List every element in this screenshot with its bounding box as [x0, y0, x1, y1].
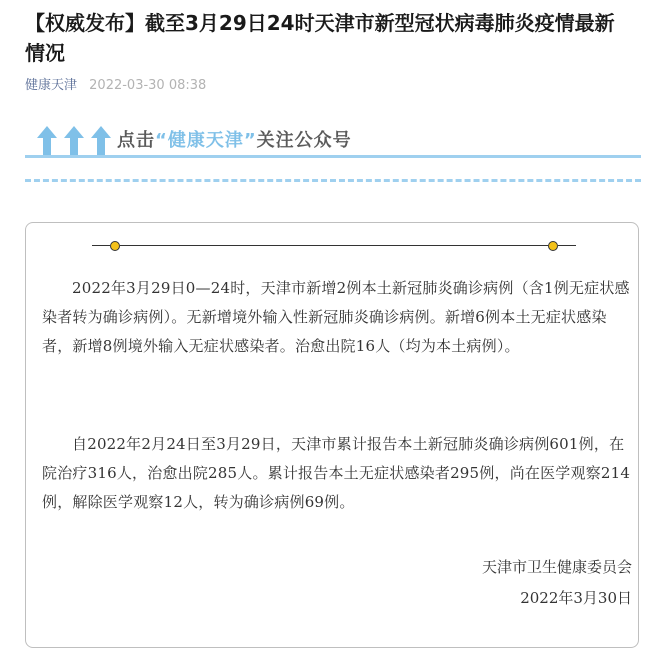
deco-line-right [558, 245, 576, 246]
deco-line-left [92, 245, 110, 246]
paragraph-daily-report: 2022年3月29日0—24时，天津市新增2例本土新冠肺炎确诊病例（含1例无症状感染者转为确诊病例）。无新增境外输入性新冠肺炎确诊病例。新增6例本土无症状感染者，新增8例境外输入无症状感染者。治愈出院16人（均为本土病例）。 [42, 279, 630, 355]
deco-line-middle [120, 245, 548, 246]
arrow-group [37, 126, 117, 156]
up-arrow-icon [91, 126, 111, 156]
follow-account-highlight: “健康天津” [155, 130, 257, 151]
follow-prefix: 点击 [117, 130, 155, 151]
up-arrow-icon [37, 126, 57, 156]
decorative-header-line [92, 241, 576, 251]
signature-date: 2022年3月30日 [520, 589, 632, 607]
follow-prompt [117, 128, 352, 154]
signature-organization: 天津市卫生健康委员会 [481, 558, 632, 576]
paragraph-cumulative-report: 自2022年2月24日至3月29日，天津市累计报告本土新冠肺炎确诊病例601例，在院治疗316人，治愈出院285人。累计报告本土无症状感染者295例，尚在医学观察214例，解除医学观察12人，转为确诊病例69例。 [42, 435, 631, 511]
article-title: 【权威发布】截至3月29日24时天津市新型冠状病毒肺炎疫情最新情况 [25, 11, 615, 65]
follow-banner[interactable] [25, 118, 641, 190]
follow-suffix: 关注公众号 [256, 130, 352, 151]
deco-dot-right [548, 241, 558, 251]
account-name-link[interactable]: 健康天津 [25, 78, 78, 93]
banner-divider-dashed [25, 179, 641, 182]
banner-divider-solid [25, 155, 641, 158]
up-arrow-icon [64, 126, 84, 156]
deco-dot-left [110, 241, 120, 251]
content-box [25, 222, 639, 648]
article-meta [25, 77, 206, 95]
publish-date: 2022-03-30 08:38 [89, 78, 207, 93]
